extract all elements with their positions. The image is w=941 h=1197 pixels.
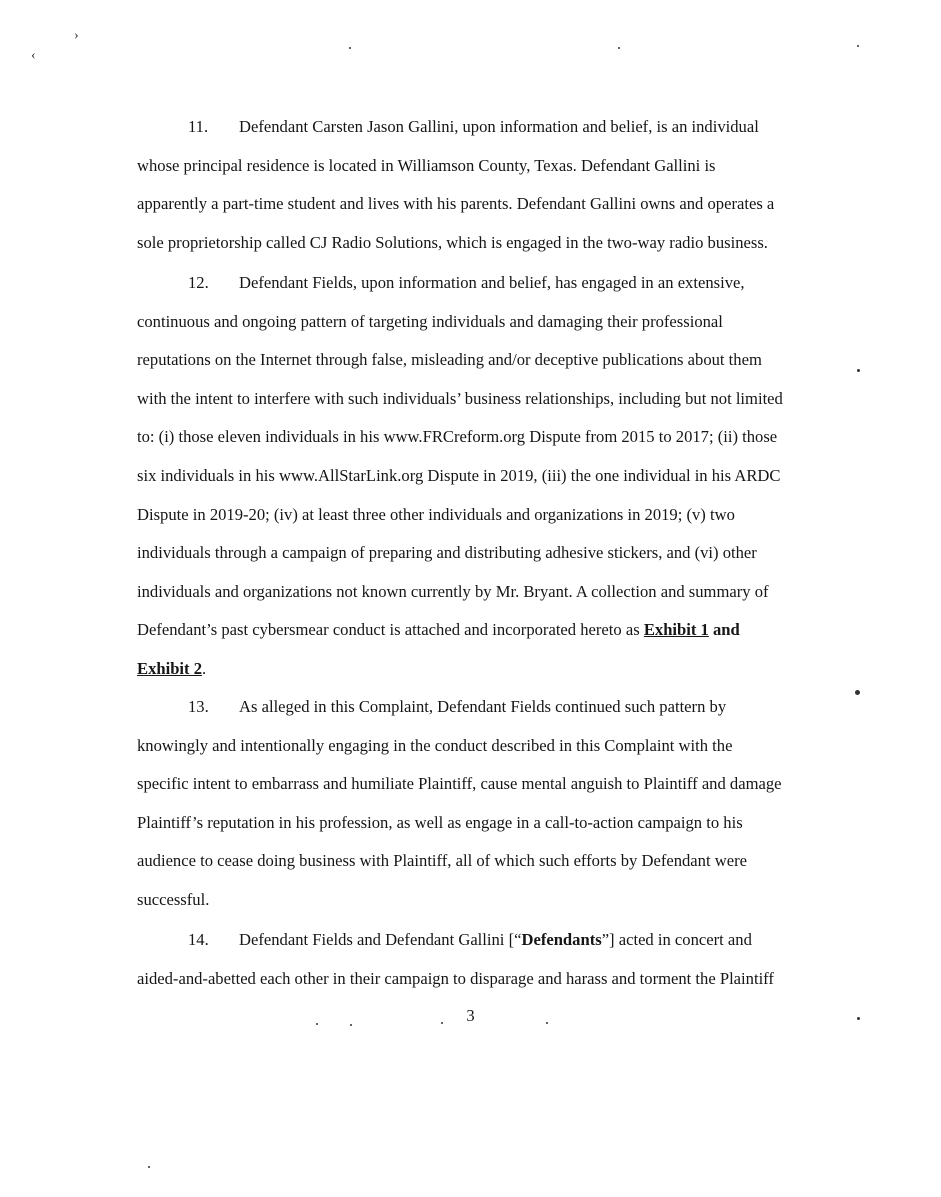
paragraph-line: knowingly and intentionally engaging in the conduct described in this Complaint with the (137, 735, 733, 755)
exhibit-1-reference: Exhibit 1 (643, 620, 709, 640)
paragraph-12 (137, 264, 817, 689)
paragraph-line: specific intent to embarrass and humiliate Plaintiff, cause mental anguish to Plaintiff and damage (137, 774, 782, 794)
paragraph-number: 13. (188, 697, 209, 716)
scan-speck (855, 690, 860, 695)
scan-speck (350, 1024, 352, 1026)
scan-mark: › (74, 28, 79, 43)
paragraph-line: individuals through a campaign of preparing and distributing adhesive stickers, and (vi) other (137, 543, 757, 563)
scan-speck (148, 1166, 150, 1168)
paragraph-line: continuous and ongoing pattern of targeting individuals and damaging their professional (137, 311, 723, 331)
exhibit-2-reference: Exhibit 2 (137, 658, 203, 678)
paragraph-line: six individuals in his www.AllStarLink.org Dispute in 2019, (iii) the one individual in his ARDC (137, 465, 781, 485)
scan-speck (441, 1022, 443, 1024)
paragraph-number: 11. (188, 117, 209, 136)
scan-speck (857, 1017, 860, 1020)
paragraph-line: to: (i) those eleven individuals in his www.FRCreform.org Dispute from 2015 to 2017; (ii) those (137, 427, 778, 447)
scan-speck (618, 47, 620, 49)
scan-mark: ‹ (31, 48, 36, 63)
paragraph-line: individuals and organizations not known currently by Mr. Bryant. A collection and summary of (137, 581, 769, 601)
paragraph-line: Defendant’s past cybersmear conduct is attached and incorporated hereto as Exhibit 1 and (137, 620, 740, 640)
scan-speck (349, 47, 351, 49)
paragraph-11 (137, 108, 817, 262)
scan-speck (316, 1023, 318, 1025)
paragraph-line: 13. As alleged in this Complaint, Defendant Fields continued such pattern by (137, 688, 817, 727)
paragraph-line: reputations on the Internet through false, misleading and/or deceptive publications about them (137, 350, 762, 370)
paragraph-13 (137, 688, 817, 920)
paragraph-line: sole proprietorship called CJ Radio Solutions, which is engaged in the two-way radio business. (137, 232, 768, 252)
scan-speck (857, 45, 859, 47)
page-number: 3 (466, 1006, 475, 1025)
paragraph-line: Dispute in 2019-20; (iv) at least three other individuals and organizations in 2019; (v) two (137, 504, 735, 524)
and-word: and (713, 620, 740, 640)
paragraph-line: Exhibit 2. (137, 658, 207, 678)
paragraph-line: with the intent to interfere with such individuals’ business relationships, including but not limited (137, 388, 783, 408)
paragraph-line: 14. Defendant Fields and Defendant Gallini [“Defendants”] acted in concert and (137, 921, 817, 960)
defined-term: Defendants (521, 930, 602, 949)
paragraph-14 (137, 921, 817, 998)
paragraph-number: 12. (188, 273, 209, 292)
paragraph-line: whose principal residence is located in Williamson County, Texas. Defendant Gallini is (137, 155, 716, 175)
paragraph-line: Plaintiff’s reputation in his profession, as well as engage in a call-to-action campaign to his (137, 812, 743, 832)
paragraph-line: 11. Defendant Carsten Jason Gallini, upon information and belief, is an individual (137, 108, 817, 147)
paragraph-number: 14. (188, 930, 209, 949)
paragraph-line: successful. (137, 889, 210, 909)
paragraph-line: aided-and-abetted each other in their campaign to disparage and harass and torment the Plaintiff (137, 968, 774, 988)
scan-speck (857, 369, 860, 372)
paragraph-line: audience to cease doing business with Plaintiff, all of which such efforts by Defendant were (137, 851, 747, 871)
paragraph-line: 12. Defendant Fields, upon information and belief, has engaged in an extensive, (137, 264, 817, 303)
paragraph-line: apparently a part-time student and lives with his parents. Defendant Gallini owns and operates a (137, 194, 775, 214)
scan-speck (546, 1022, 548, 1024)
